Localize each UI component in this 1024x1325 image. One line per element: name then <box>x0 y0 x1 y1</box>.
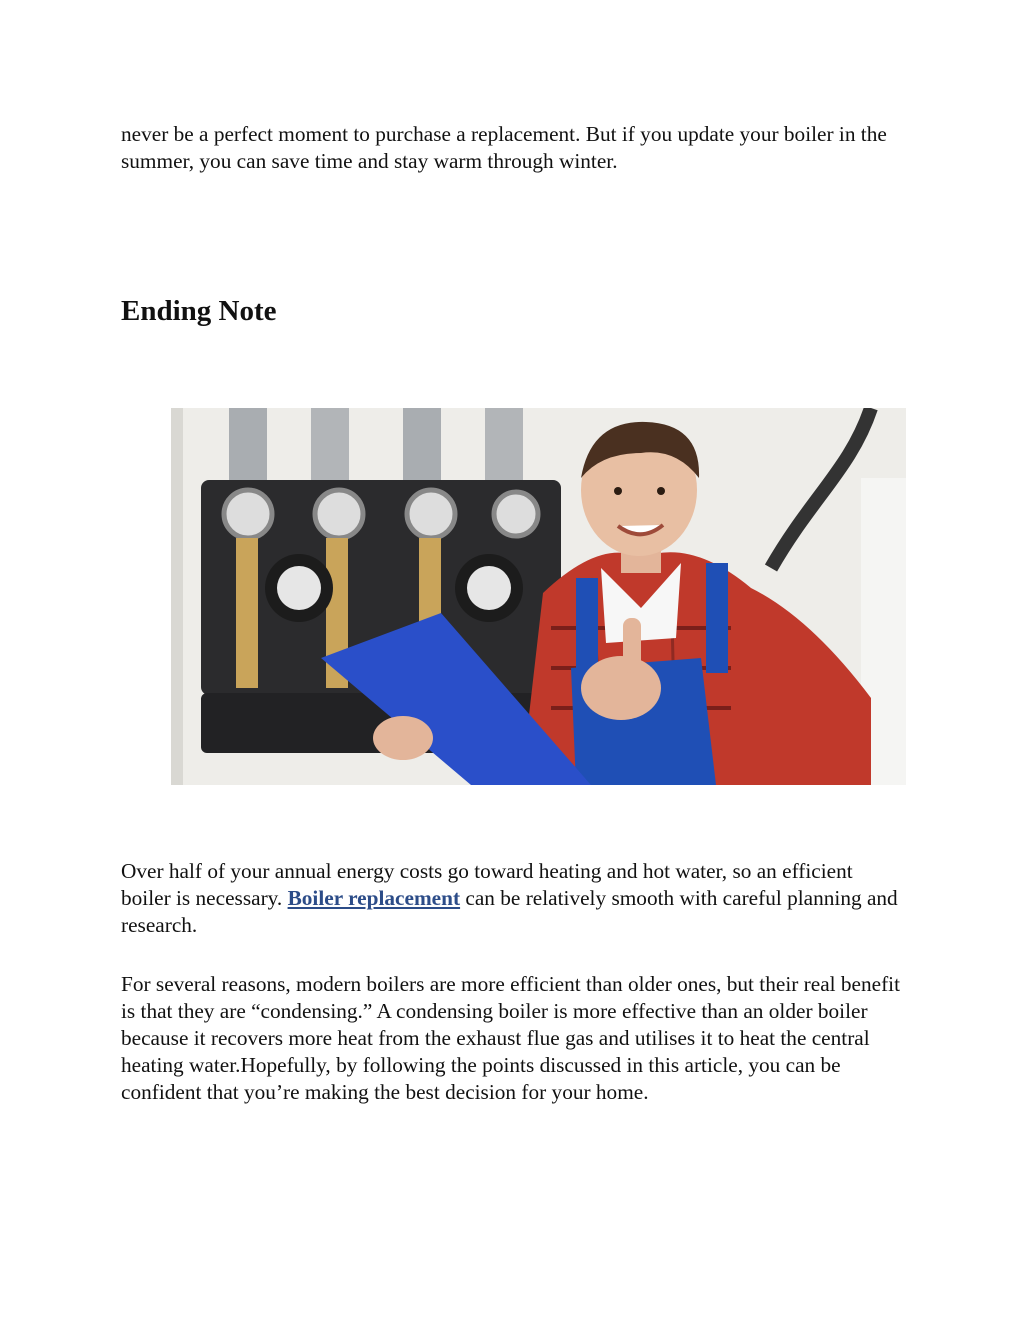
paragraph-boiler-costs <box>121 858 901 939</box>
technician-thumbs-up-illustration <box>171 408 906 785</box>
section-heading: Ending Note <box>121 295 277 327</box>
technician-photo <box>171 408 906 785</box>
boiler-replacement-link[interactable]: Boiler replacement <box>287 886 461 910</box>
intro-paragraph: never be a perfect moment to purchase a replacement. But if you update your boiler in the summer, you can save time and stay warm through winter. <box>121 122 887 173</box>
paragraph-condensing-boilers: For several reasons, modern boilers are more efficient than older ones, but their real benefit is that they are “condensing.” A condensing boiler is more effective than an older boiler because it recovers more heat from the exhaust flue gas and utilises it to heat the central heating water.Hopefully, by following the points discussed in this article, you can be confident that you’re making the best decision for your home. <box>121 972 901 1104</box>
paragraph-text-after-link: can be relatively smooth with careful planning and research. <box>121 886 898 937</box>
paragraph-text-before-link: Over half of your annual energy costs go toward heating and hot water, so an efficient boiler is necessary. <box>121 859 853 910</box>
